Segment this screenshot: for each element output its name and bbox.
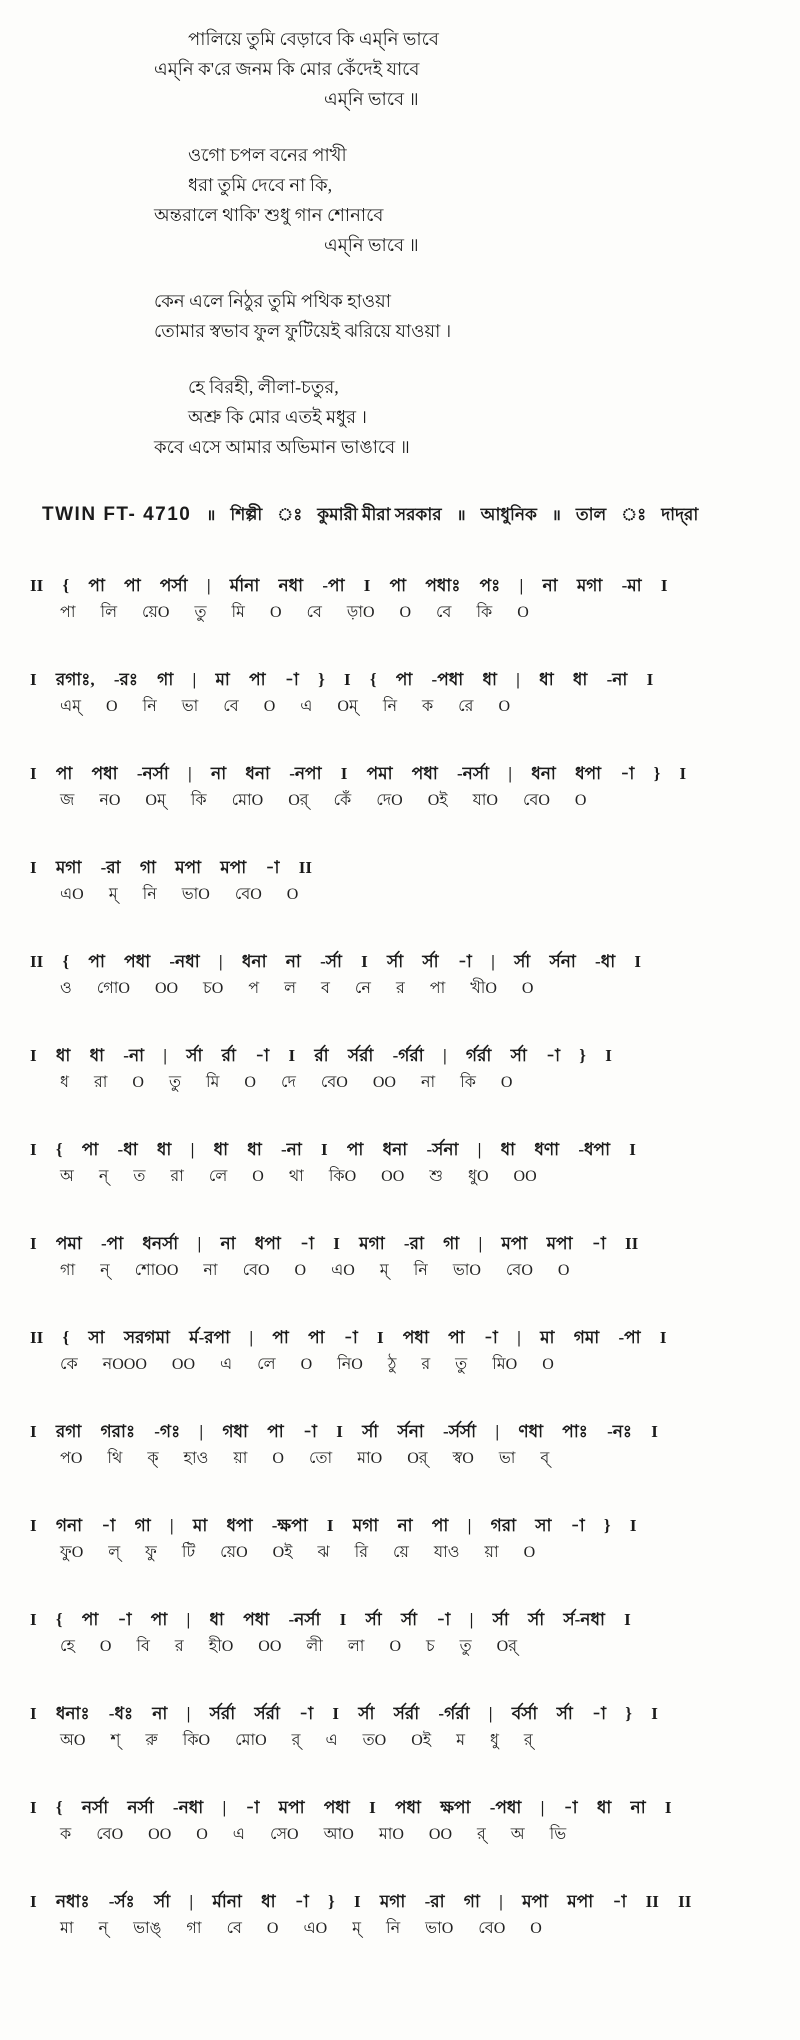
notation-system bbox=[26, 854, 774, 908]
notation-system bbox=[26, 1230, 774, 1284]
syllable-row: ও গোO OO চO প ল ব নে র পা খীO O bbox=[60, 980, 534, 997]
sargam-row: I মগা -রা গা মপা মপা -া II bbox=[30, 858, 312, 877]
separator: ॥ bbox=[456, 508, 466, 524]
sargam-row: I { পা -া পা | ধা পধা -নর্সা I র্সা র্সা -া | র্সা র্সা র্স-নধা I bbox=[30, 1610, 631, 1629]
notation-system bbox=[26, 1888, 774, 1942]
sargam-row: I পমা -পা ধনর্সা | না ধপা -া I মগা -রা গা | মপা মপা -া II bbox=[30, 1234, 639, 1253]
notation-system bbox=[26, 1700, 774, 1754]
notation-system bbox=[26, 1042, 774, 1096]
syllable-row: অO শ্ রু কিO মোO র্ এ তO Oই ম ধু র্ bbox=[60, 1732, 533, 1749]
syllable-row: কে নOOO OO এ লে O নিO ঠু র তু মিO O bbox=[60, 1356, 554, 1373]
lyric-line: ওগো চপল বনের পাখী bbox=[188, 145, 347, 165]
syllable-row: অ ন্ ত রা লে O থা কিO OO শু ধুO OO bbox=[60, 1168, 537, 1185]
lyric-line: এম্‌নি ক'রে জনম কি মোর কেঁদেই যাবে bbox=[154, 59, 420, 79]
artist-name: কুমারী মীরা সরকার bbox=[317, 505, 442, 524]
notation-system bbox=[26, 1136, 774, 1190]
sargam-row: II { পা পধা -নধা | ধনা না -র্সা I র্সা র্সা -া | র্সা র্সনা -ধা I bbox=[30, 952, 642, 971]
catalog-number: TWIN FT- 4710 bbox=[42, 504, 192, 525]
lyric-line: এম্‌নি ভাবে ॥ bbox=[324, 89, 419, 109]
song-lyrics-block bbox=[26, 20, 774, 462]
sargam-row: I রগাঃ, -রঃ গা | মা পা -া } I { পা -পধা ধা | ধা ধা -না I bbox=[30, 670, 654, 689]
syllable-row: ধ রা O তু মি O দে বেO OO না কি O bbox=[60, 1074, 513, 1091]
lyric-line: অন্তরালে থাকি' শুধু গান শোনাবে bbox=[154, 205, 384, 225]
lyric-stanza bbox=[154, 140, 774, 260]
notation-system bbox=[26, 1606, 774, 1660]
notation-system bbox=[26, 1512, 774, 1566]
sargam-row: II { সা সরগমা র্ম-রপা | পা পা -া I পধা পা -া | মা গমা -পা I bbox=[30, 1328, 667, 1347]
sargam-row: I গনা -া গা | মা ধপা -ক্ষপা I মগা না পা | গরা সা -া } I bbox=[30, 1516, 637, 1535]
syllable-row: পO থি ক্ হাও য়া O তো মাO Oর্ স্বO ভা ব্ bbox=[60, 1450, 550, 1467]
syllable-row: এম্ O নি ভা বে O এ Oম্ নি ক রে O bbox=[60, 698, 511, 715]
lyric-line: এম্‌নি ভাবে ॥ bbox=[324, 235, 419, 255]
song-info-header bbox=[42, 502, 774, 530]
genre: আধুনিক bbox=[480, 505, 537, 524]
syllable-row: ক বেO OO O এ সেO আO মাO OO র্ অ ভি bbox=[60, 1826, 567, 1843]
taal-name: দাদ্‌রা bbox=[661, 505, 699, 524]
syllable-row: মা ন্ ভাঙ্ গা বে O এO ম্ নি ভাO বেO O bbox=[60, 1920, 542, 1937]
lyric-line: ধরা তুমি দেবে না কি, bbox=[188, 175, 333, 195]
lyric-line: হে বিরহী, লীলা-চতুর, bbox=[188, 377, 339, 397]
syllable-row: গা ন্ শোOO না বেO O এO ম্ নি ভাO বেO O bbox=[60, 1262, 570, 1279]
syllable-row: এO ম্ নি ভাO বেO O bbox=[60, 886, 299, 903]
syllable-row: ফুO ল্ ফু টি য়েO Oই ঝ রি য়ে যাও য়া O bbox=[60, 1544, 536, 1561]
notation-system bbox=[26, 666, 774, 720]
lyric-stanza bbox=[154, 286, 774, 346]
sargam-row: I পা পধা -নর্সা | না ধনা -নপা I পমা পধা -নর্সা | ধনা ধপা -া } I bbox=[30, 764, 687, 783]
lyric-line: তোমার স্বভাব ফুল ফুটিয়েই ঝরিয়ে যাওয়া । bbox=[154, 321, 452, 341]
notation-system bbox=[26, 572, 774, 626]
sargam-row: I রগা গরাঃ -গঃ | গধা পা -া I র্সা র্সনা -র্সর্সা | ণধা পাঃ -নঃ I bbox=[30, 1422, 658, 1441]
taal-label: তাল bbox=[575, 505, 607, 524]
sargam-row: I ধনাঃ -ধঃ না | র্সর্রা র্সর্রা -া I র্সা র্সর্রা -র্গর্রা | র্বর্সা র্সা -া } I bbox=[30, 1704, 658, 1723]
artist-label: শিল্পী bbox=[230, 505, 263, 524]
lyric-stanza bbox=[154, 372, 774, 462]
syllable-row: হে O বি র হীO OO লী লা O চ তু Oর্ bbox=[60, 1638, 517, 1655]
notation-system bbox=[26, 1418, 774, 1472]
notation-system bbox=[26, 760, 774, 814]
sargam-row: II { পা পা পর্সা | র্মানা নধা -পা I পা পধাঃ পঃ | না মগা -মা I bbox=[30, 576, 668, 595]
sargam-row: I নধাঃ -র্সঃ র্সা | র্মানা ধা -া } I মগা -রা গা | মপা মপা -া II II bbox=[30, 1892, 692, 1911]
sargam-row: I { নর্সা নর্সা -নধা | -া মপা পধা I পধা ক্ষপা -পধা | -া ধা না I bbox=[30, 1798, 672, 1817]
lyric-line: কবে এসে আমার অভিমান ভাঙাবে ॥ bbox=[154, 437, 410, 457]
lyric-line: পালিয়ে তুমি বেড়াবে কি এম্‌নি ভাবে bbox=[188, 29, 439, 49]
colon: ঃ bbox=[621, 505, 647, 524]
sargam-row: I ধা ধা -না | র্সা র্রা -া I র্রা র্সর্রা -র্গর্রা | র্গর্রা র্সা -া } I bbox=[30, 1046, 612, 1065]
lyric-line: কেন এলে নিঠুর তুমি পথিক হাওয়া bbox=[154, 291, 391, 311]
sargam-row: I { পা -ধা ধা | ধা ধা -না I পা ধনা -র্সনা | ধা ধণা -ধপা I bbox=[30, 1140, 636, 1159]
colon: ঃ bbox=[277, 505, 303, 524]
syllable-row: পা লি য়েO তু মি O বে ড়াO O বে কি O bbox=[60, 604, 529, 621]
swaralipi-notation-block bbox=[26, 572, 774, 1942]
notation-system bbox=[26, 1794, 774, 1848]
lyric-stanza bbox=[154, 24, 774, 114]
syllable-row: জ নO Oম্ কি মোO Oর্ কেঁ দেO Oই যাO বেO O bbox=[60, 792, 587, 809]
lyric-line: অশ্রু কি মোর এতই মধুর । bbox=[188, 407, 367, 427]
separator: ॥ bbox=[206, 508, 216, 524]
separator: ॥ bbox=[551, 508, 561, 524]
notation-system bbox=[26, 948, 774, 1002]
notation-system bbox=[26, 1324, 774, 1378]
